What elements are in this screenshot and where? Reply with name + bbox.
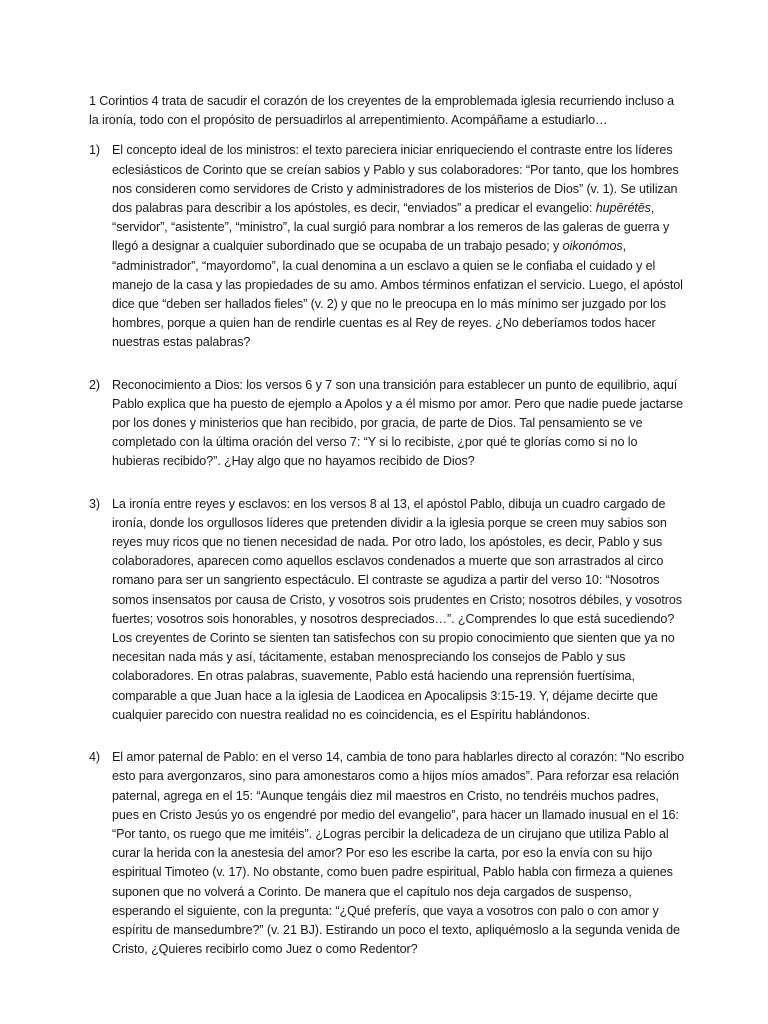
list-item-number: 4): [89, 750, 100, 765]
list-item-text-part: , “administrador”, “mayordomo”, la cual denomina a un esclavo a quien se le confiaba el cuidado y el manejo de la casa y las propiedades de su amo. Ambos términos enfatizan el servicio. Luego, el apóstol dice que “deben ser hallados fieles” (v. 2) y que no le preocupa en lo más mínimo ser juzgado por los hombres, porque a quien han de rendirle cuentas es al Rey de reyes. ¿No deberíamos todos hacer nuestras estas palabras?: [112, 239, 683, 350]
list-item-text: El amor paternal de Pablo: en el verso 14, cambia de tono para hablarles directo al corazón: “No escribo esto para avergonzaros, sino para amonestaros como a hijos míos amados”. Para reforzar esa relación paternal, agrega en el 15: “Aunque tengáis diez mil maestros en Cristo, no tendréis muchos padres, pues en Cristo Jesús yo os engendré por medio del evangelio”, para hacer un llamado inusual en el 16: “Por tanto, os ruego que me imitéis”. ¿Logras percibir la delicadeza de un cirujano que utiliza Pablo al curar la herida con la anestesia del amor? Por eso les escribe la carta, por eso la envía con su hijo espiritual Timoteo (v. 17). No obstante, como buen padre espiritual, Pablo habla con firmeza a quienes suponen que no volverá a Corinto. De manera que el capítulo nos deja cargados de suspenso, esperando el siguiente, con la pregunta: “¿Qué preferís, que vaya a vosotros con palo o con amor y espíritu de mansedumbre?” (v. 21 BJ). Estirando un poco el texto, apliquémoslo a la segunda venida de Cristo, ¿Quieres recibirlo como Juez o como Redentor?: [112, 750, 685, 957]
list-item: [89, 141, 687, 352]
list-item-number: 1): [89, 143, 100, 158]
greek-term: hupērétēs: [595, 201, 651, 216]
list-item-text-part: , “servidor”, “asistente”, “ministro”, la cual surgió para nombrar a los remeros de las galeras de guerra y llegó a designar a cualquier subordinado que se ocupaba de un trabajo pesado; y: [112, 201, 670, 254]
list-item-number: 2): [89, 377, 100, 392]
list-item: [89, 376, 687, 472]
numbered-list: [89, 141, 687, 959]
list-item: [89, 748, 687, 959]
list-item-text: La ironía entre reyes y esclavos: en los versos 8 al 13, el apóstol Pablo, dibuja un cuadro cargado de ironía, donde los orgullosos líderes que pretenden dividir a la iglesia porque se creen muy sabios son reyes muy ricos que no tienen necesidad de nada. Por otro lado, los apóstoles, es decir, Pablo y sus colaboradores, aparecen como aquellos esclavos condenados a muerte que son arrastrados al circo romano para ser un sangriento espectáculo. El contraste se agudiza a partir del verso 10: “Nosotros somos insensatos por causa de Cristo, y vosotros sois prudentes en Cristo; nosotros débiles, y vosotros fuertes; vosotros sois honorables, y nosotros despreciados…”. ¿Comprendes lo que está sucediendo? Los creyentes de Corinto se sienten tan satisfechos con su propio conocimiento que sienten que ya no necesitan nada más y así, tácitamente, estaban menospreciando los consejos de Pablo y sus colaboradores. En otras palabras, suavemente, Pablo está haciendo una reprensión fuertísima, comparable a que Juan hace a la iglesia de Laodicea en Apocalipsis 3:15-19. Y, déjame decirte que cualquier parecido con nuestra realidad no es coincidencia, es el Espíritu hablándonos.: [112, 496, 682, 722]
intro-paragraph: 1 Corintios 4 trata de sacudir el corazón de los creyentes de la emproblemada iglesia recurriendo incluso a la ironía, todo con el propósito de persuadirlos al arrepentimiento. Acompáñame a estudiarlo…: [89, 94, 675, 128]
list-item: [89, 495, 687, 725]
list-item-text: Reconocimiento a Dios: los versos 6 y 7 son una transición para establecer un punto de equilibrio, aquí Pablo explica que ha puesto de ejemplo a Apolos y a él mismo por amor. Pero que nadie puede jactarse por los dones y ministerios que han recibido, por gracia, de parte de Dios. Tal pensamiento se ve completado con la última oración del verso 7: “Y si lo recibiste, ¿por qué te glorías como si no lo hubieras recibido?”. ¿Hay algo que no hayamos recibido de Dios?: [112, 377, 684, 469]
list-item-text-part: El concepto ideal de los ministros: el texto pareciera iniciar enriqueciendo el contraste entre los líderes eclesiásticos de Corinto que se creían sabios y Pablo y sus colaboradores: “Por tanto, que los hombres nos consideren como servidores de Cristo y administradores de los misterios de Dios” (v. 1). Se utilizan dos palabras para describir a los apóstoles, es decir, “enviados” a predicar el evangelio:: [112, 143, 679, 216]
document-page: [89, 92, 687, 982]
greek-term: oikonómos: [562, 239, 623, 254]
list-item-text: [112, 143, 683, 349]
list-item-number: 3): [89, 496, 100, 511]
